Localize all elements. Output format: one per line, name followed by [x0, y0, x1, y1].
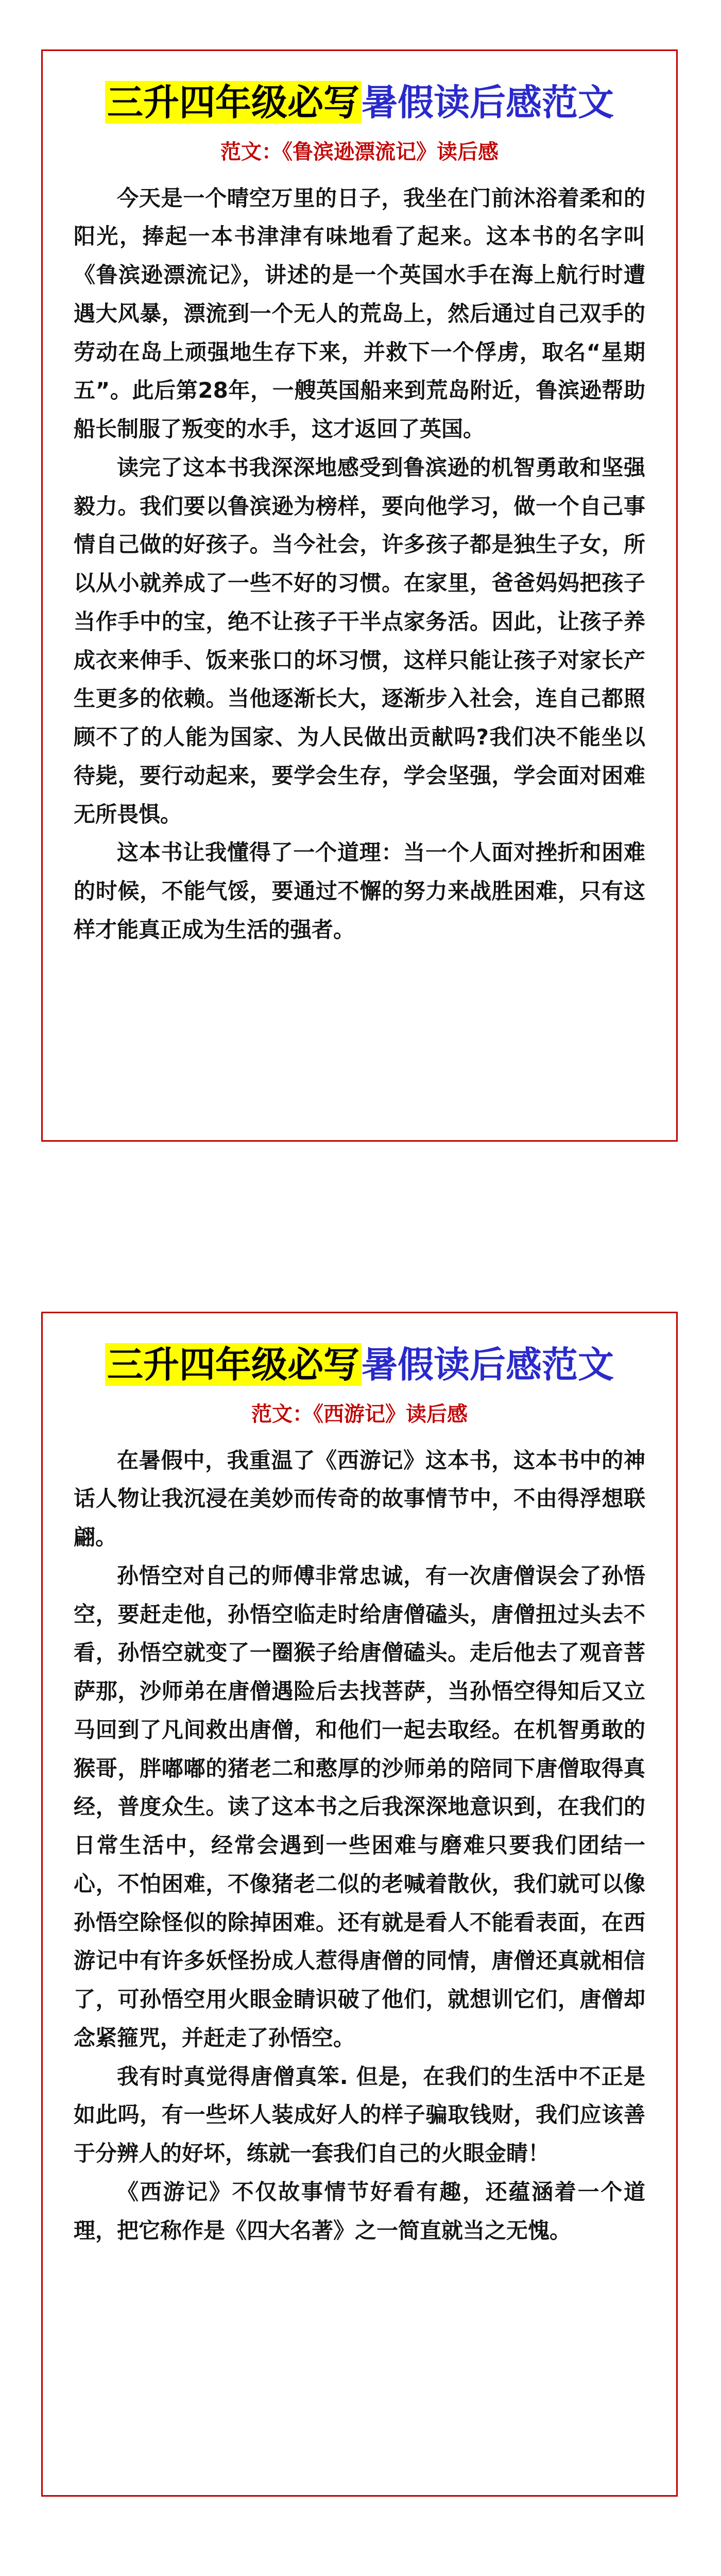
- title-highlight: 三升四年级必写: [105, 81, 362, 124]
- essay-card-robinson: [41, 49, 678, 1142]
- card-title: [74, 80, 645, 125]
- paragraph: 今天是一个晴空万里的日子，我坐在门前沐浴着柔和的阳光，捧起一本书津津有味地看了起来。这本书的名字叫《鲁滨逊漂流记》，讲述的是一个英国水手在海上航行时遭遇大风暴，漂流到一个无人的荒岛上，然后通过自己双手的劳动在岛上顽强地生存下来，并救下一个俘虏，取名“星期五”。此后第28年，一艘英国船来到荒岛附近，鲁滨逊帮助船长制服了叛变的水手，这才返回了英国。: [74, 185, 645, 442]
- card-subtitle: 范文：《鲁滨逊漂流记》读后感: [220, 140, 499, 164]
- title-rest: 暑假读后感范文: [362, 81, 614, 124]
- paragraph: 读完了这本书我深深地感受到鲁滨逊的机智勇敢和坚强毅力。我们要以鲁滨逊为榜样，要向他学习，做一个自己事情自己做的好孩子。当今社会，许多孩子都是独生子女，所以从小就养成了一些不好的习惯。在家里，爸爸妈妈把孩子当作手中的宝，绝不让孩子干半点家务活。因此，让孩子养成衣来伸手、饭来张口的坏习惯，这样只能让孩子对家长产生更多的依赖。当他逐渐长大，逐渐步入社会，连自己都照顾不了的人能为国家、为人民做出贡献吗?我们决不能坐以待毙，要行动起来，要学会生存，学会坚强，学会面对困难无所畏惧。: [74, 454, 645, 827]
- title-rest: 暑假读后感范文: [362, 1343, 614, 1386]
- essay-card-journey-west: [41, 1312, 678, 2497]
- title-highlight: 三升四年级必写: [105, 1343, 362, 1386]
- paragraph: 在暑假中，我重温了《西游记》这本书，这本书中的神话人物让我沉浸在美妙而传奇的故事情节中，不由得浮想联翩。: [74, 1447, 645, 1550]
- paragraph: 孙悟空对自己的师傅非常忠诚，有一次唐僧误会了孙悟空，要赶走他，孙悟空临走时给唐僧磕头，唐僧扭过头去不看，孙悟空就变了一圈猴子给唐僧磕头。走后他去了观音菩萨那，沙师弟在唐僧遇险后去找菩萨，当孙悟空得知后又立马回到了凡间救出唐僧，和他们一起去取经。在机智勇敢的猴哥，胖嘟嘟的猪老二和憨厚的沙师弟的陪同下唐僧取得真经，普度众生。读了这本书之后我深深地意识到，在我们的日常生活中，经常会遇到一些困难与磨难只要我们团结一心，不怕困难，不像猪老二似的老喊着散伙，我们就可以像孙悟空除怪似的除掉困难。还有就是看人不能看表面，在西游记中有许多妖怪扮成人惹得唐僧的同情，唐僧还真就相信了，可孙悟空用火眼金睛识破了他们，就想训它们，唐僧却念紧箍咒，并赶走了孙悟空。: [74, 1563, 645, 2050]
- card-title: [74, 1342, 645, 1387]
- paragraph: 《西游记》不仅故事情节好看有趣，还蕴涵着一个道理，把它称作是《四大名著》之一简直就当之无愧。: [74, 2179, 645, 2243]
- paragraph: 我有时真觉得唐僧真笨. 但是，在我们的生活中不正是如此吗，有一些坏人装成好人的样子骗取钱财，我们应该善于分辨人的好坏，练就一套我们自己的火眼金睛！: [74, 2063, 645, 2166]
- paragraph: 这本书让我懂得了一个道理：当一个人面对挫折和困难的时候，不能气馁，要通过不懈的努力来战胜困难，只有这样才能真正成为生活的强者。: [74, 840, 645, 942]
- card-subtitle: 范文：《西游记》读后感: [251, 1402, 468, 1426]
